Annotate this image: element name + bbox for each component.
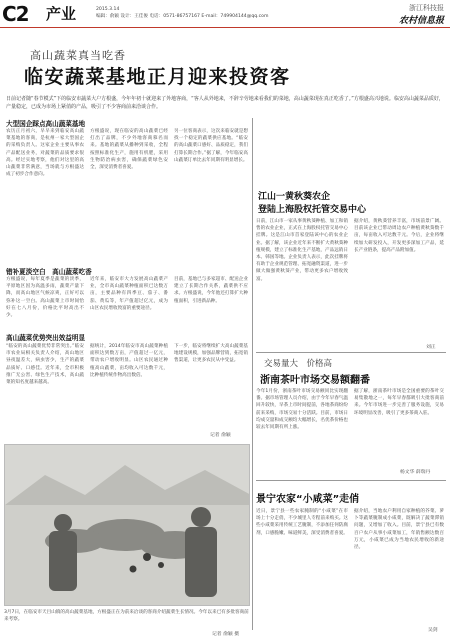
news-photo xyxy=(4,444,250,606)
story1-column-b: 据介绍，黄秋葵营养丰富，市场前景广阔。目前该企业已带动周边农户种植黄秋葵数千亩，每亩收入可达数千元。今后，企业将继续加大研发投入，开发更多深加工产品，延长产业链条，提高产品附加值。 xyxy=(354,219,444,253)
story1-title-line2: 登陆上海股权托管交易中心 xyxy=(258,205,367,215)
sub3-column-a: “临安的高山蔬菜优势非常突出。”临安市农业局相关负责人介绍，高山地区昼夜温差大，病虫害少，生产的蔬菜品质好、口感佳。近年来，全市积极推广无公害、绿色生产技术，高山蔬菜的知名度越来越高。 xyxy=(6,344,84,386)
story-divider-1 xyxy=(256,352,446,353)
story3-title: 景宁农家“小咸菜”走俏 xyxy=(256,494,360,505)
subhead-1: 大型国企踩点高山蔬菜基地 xyxy=(6,120,86,128)
sub2-column-b: 近年来，临安市大力发展高山蔬菜产业，全市高山蔬菜种植面积已达数万亩，主要品种有四季豆、茄子、番茄、黄瓜等，年产值超过亿元，成为山区农民增收致富的重要途径。 xyxy=(90,277,168,311)
section-name: 产业 xyxy=(46,5,77,23)
section-code: C2 xyxy=(2,2,29,26)
story3-column-b: 据介绍，当地农户利用自家种植的芥菜、萝卜等蔬菜腌制成小咸菜，既解决了蔬菜滞销问题，又增加了收入。目前，景宁县已有数百户农户从事小咸菜加工，年销售额达数百万元，小咸菜已成为当地农民增收的新途径。 xyxy=(354,509,444,551)
photo-credit: 记者 俞颖 摄 xyxy=(212,632,240,637)
main-byline: 记者 俞颖 xyxy=(210,433,231,438)
story3-byline: 吴剑 xyxy=(428,628,438,633)
issue-date: 2015.3.14 xyxy=(96,7,120,12)
story2-byline: 杨文华 薛瑞丹 xyxy=(400,470,431,475)
sub1-column-c: 另一位客商表示，这次来临安就是想找一个稳定的蔬菜供应基地。“临安的高山蔬菜口感好、品质稳定，我们打算长期合作。”据了解，今年临安高山蔬菜订单比去年同期有明显增长。 xyxy=(174,129,248,163)
sub3-column-c: 下一步，临安将继续扩大高山蔬菜基地建设规模，加强品牌营销，拓宽销售渠道，让更多农民从中受益。 xyxy=(174,344,248,364)
main-lead: 日前记者随“春节模式”下的临安市蔬菜大户方根盛，今年年初十就迎来了外地客商，“客人从外地来，不辞辛劳地来看我们的菜地，高山蔬菜现在真正吃香了。”方根盛高兴地说。临安高山蔬菜品质好，产量稳定，已成为市场上紧俏的产品，吸引了不少客商前来洽谈合作。 xyxy=(6,96,444,110)
sub3-column-b: 据统计，2014年临安市高山蔬菜种植面积达到数万亩，产值超过一亿元，带动农户增收明显。山区农民通过种植高山蔬菜，亩均收入可达数千元，比种植传统作物高出数倍。 xyxy=(90,344,168,378)
subhead-2: 错补夏淡空白 高山蔬菜吃香 xyxy=(6,268,92,276)
sub1-column-a: 农历正月初六，早早来到临安高山蔬菜基地的客商，是杭州一家大型国企的采购负责人。这家企业主要从事农产品配送业务，对蔬菜的品质要求很高。经过实地考察，他们对这里的高山蔬菜非常满意，当场就与方根盛达成了初步合作意向。 xyxy=(6,129,84,178)
greenhouse-photo-illustration xyxy=(5,445,250,606)
main-headline: 临安蔬菜基地正月迎来投资客 xyxy=(24,66,291,88)
story1-title-line1: 江山一黄秋葵农企 xyxy=(258,192,331,202)
story2-kicker: 交易量大 价格高 xyxy=(264,359,333,369)
story3-column-a: 近日，景宁县一些农家腌制的“小咸菜”在市场上十分走俏，不少城里人专程前来购买。这些小咸菜采用传统工艺腌制，不添加任何防腐剂，口感脆嫩、味道鲜美，深受消费者喜爱。 xyxy=(256,509,348,536)
story-divider-2 xyxy=(256,480,446,481)
sub2-column-a: 方根盛说，每年夏季是蔬菜的淡季，平原地区因为高温多雨，蔬菜产量下降，而高山地区气候凉爽，正好可以弥补这一空白。高山蔬菜上市时间恰好在七八月份，价格比平时高出不少。 xyxy=(6,277,84,319)
subhead-3: 高山蔬菜优势突出效益明显 xyxy=(6,334,86,342)
story2-column-a: 今年1月份，浙南茶叶市场交易额同比实现翻番。据市场管理人员介绍，由于今年早春气温回升较快，早茶上市时间提前，各地茶商纷纷前来采购，市场交易十分活跃。目前，市场日均成交量和成交额均大幅增长，名优茶价格也较去年同期有所上涨。 xyxy=(256,389,348,431)
story1-column-a: 日前，江山市一家从事黄秋葵种植、加工和销售的农业企业，正式在上海股权托管交易中心挂牌。这是江山市首家登陆该中心的农业企业。据了解，该企业近年来不断扩大黄秋葵种植规模，建立了标准化生产基地，产品远销日本、韩国等地。企业负责人表示，此次挂牌将有助于企业规范管理、拓宽融资渠道，进一步做大做强黄秋葵产业，带动更多农户增收致富。 xyxy=(256,219,348,282)
column-divider xyxy=(252,118,253,630)
story2-title: 浙南茶叶市场交易额翻番 xyxy=(260,375,370,386)
sub1-column-b: 方根盛说，现在临安的高山蔬菜已经打出了品牌，不少外地客商慕名而来。基地的蔬菜从播种到采收，全程按照标准化生产，施用有机肥，采用生物防治病虫害，确保蔬菜绿色安全，深受消费者喜爱。 xyxy=(90,129,168,171)
masthead xyxy=(0,0,450,28)
story2-column-b: 据了解，浙南茶叶市场是全国重要的茶叶交易集散地之一，每年早春都吸引大批客商前来。今年市场进一步完善了服务设施，交易环境明显改善，吸引了更多茶商入驻。 xyxy=(354,389,444,416)
paper-name: 浙江科技报 xyxy=(409,4,444,12)
photo-caption: 3月7日，在临安市天目山镇的高山蔬菜基地，方根盛正在为前来洽谈的客商介绍蔬菜生长情况。今年以来已有多批客商前来考察。 xyxy=(4,610,249,622)
main-kicker: 高山蔬菜真当吃香 xyxy=(30,49,126,62)
masthead-meta xyxy=(96,6,268,20)
sub2-column-c: 目前，基地已与多家超市、配送企业建立了长期合作关系，蔬菜供不应求。方根盛说，今年他还打算扩大种植面积，引进新品种。 xyxy=(174,277,248,304)
story1-byline: 刘正 xyxy=(426,345,436,350)
editors-contact: 编辑：俞颖 设计：王佳俊 电话：0571-86757167 E-mail：749904144@qq.com xyxy=(96,14,269,19)
paper-brand-logo: 农村信息报 xyxy=(398,16,444,26)
